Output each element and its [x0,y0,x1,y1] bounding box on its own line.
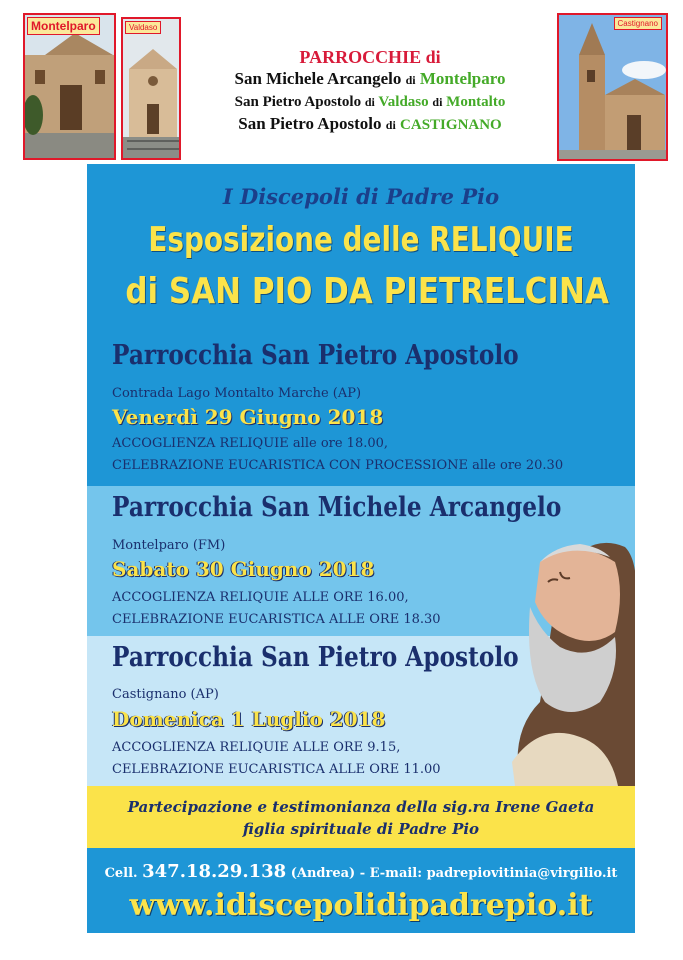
event-poster [87,164,635,933]
event-3-line1: ACCOGLIENZA RELIQUIE ALLE ORE 9.15, [112,740,401,755]
header-line-castignano [185,113,555,136]
header-parrocchie-di: di [425,47,441,67]
poster-title-line2: di SAN PIO DA PIETRELCINA [125,271,609,312]
event-3-line2: CELEBRAZIONE EUCARISTICA ALLE ORE 11.00 [112,762,441,777]
event-1-parish: Parrocchia San Pietro Apostolo [112,340,519,371]
event-2-line1: ACCOGLIENZA RELIQUIE ALLE ORE 16.00, [112,590,409,605]
event-2-place: Montelparo (FM) [112,538,226,553]
band-testimony [87,786,635,848]
photo-label-montelparo: Montelparo [27,17,100,35]
header-parrocchie-text: PARROCCHIE [299,47,422,67]
header-parish-1: San Michele Arcangelo [234,69,402,88]
header-place-1: Montelparo [419,69,506,88]
event-1-date: Venerdì 29 Giugno 2018 [112,405,384,429]
church-image-montelparo [25,15,116,160]
poster-title-line1: Esposizione delle RELIQUIE [148,220,574,260]
header-parish-3: San Pietro Apostolo [238,114,382,133]
header-place-2b: Montalto [446,94,506,110]
header-line-montelparo [185,68,555,91]
header-parishes [185,46,555,136]
contact-name: (Andrea) [290,866,356,881]
photo-label-valdaso: Valdaso [125,21,161,34]
header-line-parrocchie [185,46,555,68]
event-1-line1: ACCOGLIENZA RELIQUIE alle ore 18.00, [112,436,389,451]
website-link[interactable]: www.idiscepolidipadrepio.it [129,888,593,923]
header-line-valdaso [185,91,555,113]
contact-line [87,861,635,882]
header-di-2b: di [432,95,443,109]
header-parish-2: San Pietro Apostolo [234,94,362,110]
contact-phone[interactable]: 347.18.29.138 [142,861,287,882]
header-place-2: Valdaso [378,94,429,110]
event-3-date: Domenica 1 Luglio 2018 [112,707,386,731]
event-1-place: Contrada Lago Montalto Marche (AP) [112,386,362,401]
montelparo-church-photo [23,13,116,160]
church-image-valdaso [123,19,181,160]
testimony-line2: figlia spirituale di Padre Pio [242,820,480,838]
contact-email[interactable]: padrepiovitinia@virgilio.it [426,866,618,881]
contact-email-label: - E-mail: [359,866,423,881]
poster-subtitle: I Discepoli di Padre Pio [222,184,500,209]
event-2-date: Sabato 30 Giugno 2018 [112,557,375,581]
castignano-church-photo [557,13,668,161]
padre-pio-portrait [500,532,635,786]
testimony-line1: Partecipazione e testimonianza della sig.ra Irene Gaeta [127,798,595,816]
event-2-line2: CELEBRAZIONE EUCARISTICA ALLE ORE 18.30 [112,612,441,627]
event-3-parish: Parrocchia San Pietro Apostolo [112,642,519,673]
church-image-castignano [559,15,668,161]
header-di-1: di [405,73,416,87]
header-di-2: di [364,95,375,109]
header-place-3: CASTIGNANO [400,117,502,133]
event-3-place: Castignano (AP) [112,687,219,702]
event-2-parish: Parrocchia San Michele Arcangelo [112,492,562,523]
valdaso-church-photo [121,17,181,160]
header-di-3: di [385,118,396,132]
event-1-line2: CELEBRAZIONE EUCARISTICA CON PROCESSIONE alle ore 20.30 [112,458,564,473]
contact-cell-label: Cell. [104,866,138,881]
photo-label-castignano: Castignano [614,17,662,30]
